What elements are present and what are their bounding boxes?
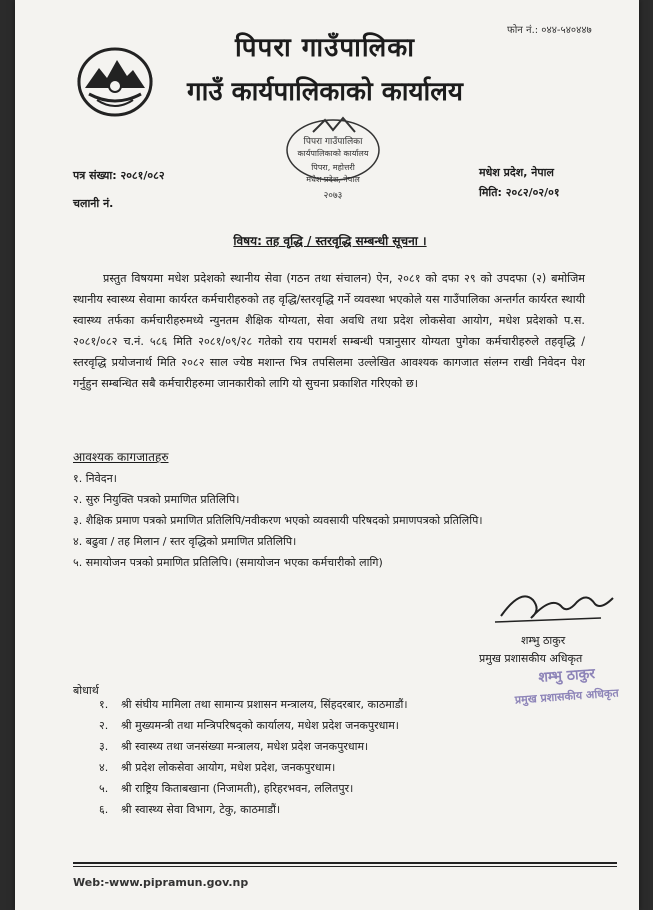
signatory-designation: प्रमुख प्रशासकीय अधिकृत (479, 652, 583, 665)
location: मधेश प्रदेश, नेपाल (479, 166, 554, 179)
letter-page (15, 0, 639, 910)
office-name: पिपरा गाउँपालिका (235, 33, 415, 63)
cc-item (99, 736, 408, 757)
name-rubber-stamp (507, 662, 627, 710)
cc-list (99, 694, 408, 820)
cc-item (99, 757, 408, 778)
stamp-line-1: पिपरा गाउँपालिका (303, 137, 363, 147)
phone-number: फोन नं.: ०४४-५४०४४७ (507, 25, 592, 36)
cc-item-number: ४. (99, 761, 109, 774)
letter-subject: विषय: तह वृद्धि / स्तरवृद्धि सम्बन्धी सूचना । (233, 234, 427, 248)
cc-item-text: श्री स्वास्थ्य तथा जनसंख्या मन्त्रालय, मधेश प्रदेश जनकपुरधाम। (121, 740, 369, 753)
cc-heading: बोधार्थ (73, 684, 99, 697)
requirements-list (73, 468, 593, 573)
cc-item-text: श्री स्वास्थ्य सेवा विभाग, टेकु, काठमाडौं। (121, 803, 281, 816)
requirement-item: २. सुरु नियुक्ति पत्रको प्रमाणित प्रतिलिपि। (73, 493, 240, 506)
cc-item (99, 778, 408, 799)
stamp-line-3: पिपरा, महोत्तरी (311, 163, 355, 172)
footer-divider (73, 862, 617, 864)
cc-item (99, 799, 408, 820)
stamp-line-4: मधेश प्रदेश, नेपाल (306, 175, 360, 184)
cc-item (99, 694, 408, 715)
website-link[interactable]: Web:-www.pipramun.gov.np (73, 876, 249, 889)
stamp-line-2: कार्यपालिकाको कार्यालय (297, 149, 369, 158)
cc-item-number: २. (99, 719, 109, 732)
office-title: गाउँ कार्यपालिकाको कार्यालय (187, 77, 463, 107)
cc-item-text: श्री राष्ट्रिय किताबखाना (निजामती), हरिहरभवन, ललितपुर। (121, 782, 354, 795)
letter-body: प्रस्तुत विषयमा मधेश प्रदेशको स्थानीय सेवा (गठन तथा संचालन) ऐन, २०८१ को दफा २९ को उपदफा (२) बमोजिम स्थानीय स्वास्थ्य सेवामा कार्यरत कर्मचारीहरुको तह वृद्धि/स्तरवृद्धि गर्ने व्यवस्था भएकोले यस गाउँपालिका अन्तर्गत कार्यरत स्थायी स्वास्थ्य तर्फका कर्मचारीहरुमध्ये न्युनतम शैक्षिक योग्यता, सेवा अवधि तथा प्रदेश लोकसेवा आयोग, मधेश प्रदेशको प.स. २०८१/०८२ च.नं. ५८६ मिति २०८१/०९/२८ गतेको राय परामर्श सम्बन्धी पत्रानुसार योग्यता पुगेका कर्मचारीहरुले तहवृद्धि / स्तरवृद्धि प्रयोजनार्थ मिति २०८२ साल ज्येष्ठ मशान्त भित्र तपसिलमा उल्लेखित आवश्यक कागजात संलग्न राखी निवेदन पेश गर्नुहुन सम्बन्धित सबै कर्मचारीहरुमा जानकारीको लागि यो सुचना प्रकाशित गरिएको छ। (73, 272, 585, 390)
letter-date: मिति: २०८२/०२/०१ (479, 186, 560, 199)
cc-item-text: श्री मुख्यमन्त्री तथा मन्त्रिपरिषद्को कार्यालय, मधेश प्रदेश जनकपुरधाम। (121, 719, 399, 732)
reference-number: पत्र संख्या: २०८१/०८२ (73, 169, 165, 182)
dispatch-number: चलानी नं. (73, 197, 114, 210)
requirement-item: ५. समायोजन पत्रको प्रमाणित प्रतिलिपि। (समायोजन भएका कर्मचारीको लागि) (73, 556, 383, 569)
office-stamp (273, 110, 393, 210)
requirement-item: ३. शैक्षिक प्रमाण पत्रको प्रमाणित प्रतिलिपि/नवीकरण भएको व्यवसायी परिषदको प्रमाणपत्रको प्रतिलिपि। (73, 514, 483, 527)
signatory-name: शम्भु ठाकुर (521, 634, 566, 647)
handwritten-signature (491, 578, 621, 628)
nepal-emblem-logo (75, 42, 155, 118)
requirement-item: १. निवेदन। (73, 472, 117, 485)
cc-item-text: श्री संघीय मामिला तथा सामान्य प्रशासन मन्त्रालय, सिंहदरबार, काठमाडौं। (121, 698, 408, 711)
rubber-stamp-designation: प्रमुख प्रशासकीय अधिकृत (514, 686, 620, 707)
requirements-heading: आवश्यक कागजातहरु (73, 450, 169, 464)
cc-item-text: श्री प्रदेश लोकसेवा आयोग, मधेश प्रदेश, जनकपुरधाम। (121, 761, 336, 774)
stamp-line-5: २०७३ (323, 191, 343, 201)
requirement-item: ४. बढुवा / तह मिलान / स्तर वृद्धिको प्रमाणित प्रतिलिपि। (73, 535, 297, 548)
footer-divider-thin (73, 866, 617, 867)
cc-item-number: ३. (99, 740, 109, 753)
cc-item (99, 715, 408, 736)
rubber-stamp-name: शम्भु ठाकुर (537, 666, 596, 686)
cc-item-number: ५. (99, 782, 109, 795)
cc-item-number: ६. (99, 803, 109, 816)
cc-item-number: १. (99, 698, 109, 711)
